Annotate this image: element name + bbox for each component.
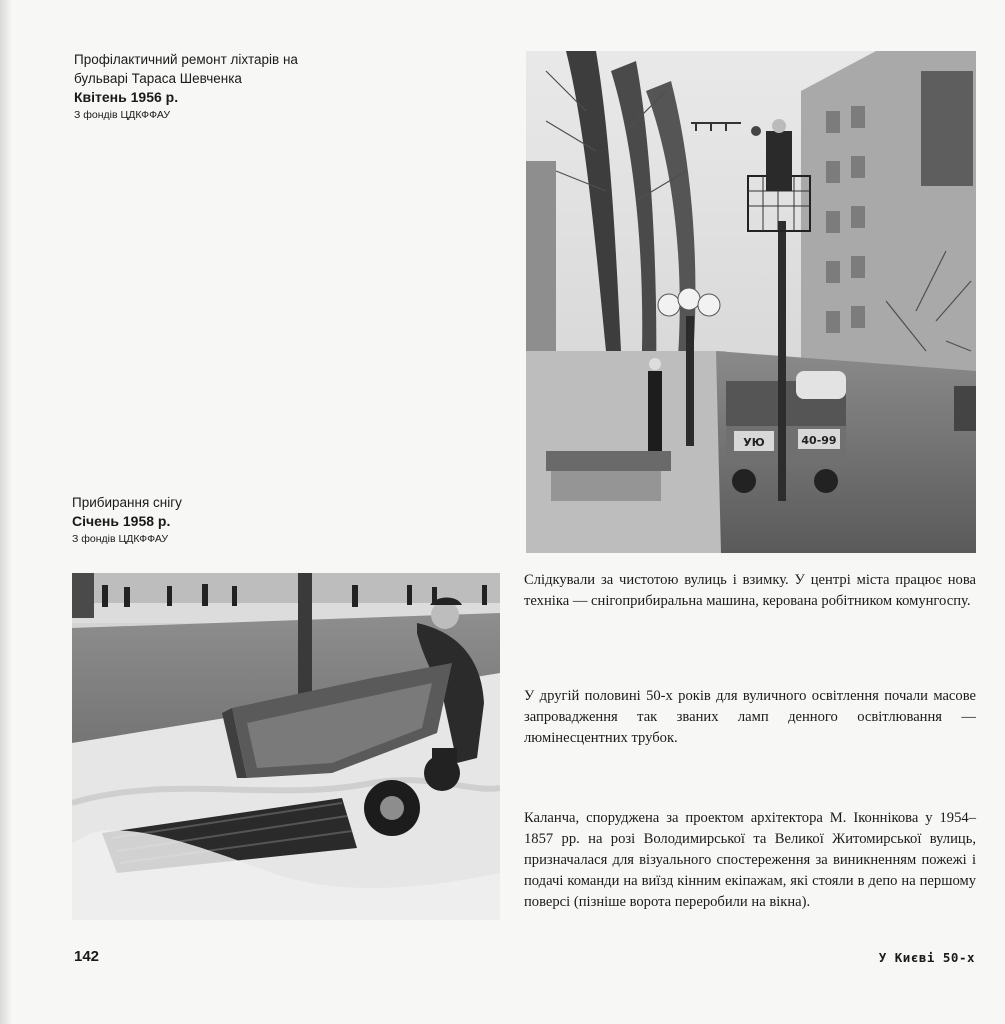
truck-plate-left: УЮ <box>743 436 765 449</box>
gutter-shadow <box>0 0 12 1024</box>
caption-title: Профілактичний ремонт ліхтарів на бульварі Тараса Шевченка <box>74 52 298 86</box>
caption-lamp-repair <box>74 50 304 124</box>
caption-title: Прибирання снігу <box>72 495 182 510</box>
caption-date: Січень 1958 р. <box>72 513 171 529</box>
truck-plate-right: 40-99 <box>801 434 837 447</box>
caption-source: З фондів ЦДКФФАУ <box>74 109 171 121</box>
running-title: У Києві 50-х <box>878 950 975 965</box>
paragraph-watchtower: Каланча, споруджена за проектом архітектора М. Іконнікова у 1954–1857 рр. на розі Володимирської та Великої Житомирської вулиць, призначалася для візуального спостереження за виникненням пожежі і подачі команди на виїзд кінним екіпажам, які стояли в депо на першому поверсі (пізніше ворота переробили на вікна). <box>524 810 976 910</box>
paragraph-lighting: У другій половині 50-х років для вуличного освітлення почали масове запровадження так званих ламп денного освітлювання — люмінесцентних трубок. <box>524 688 976 746</box>
photo-snow-removal <box>72 573 500 920</box>
caption-date: Квітень 1956 р. <box>74 89 179 105</box>
caption-snow-removal <box>72 493 302 548</box>
paragraph-snow: Слідкували за чистотою вулиць і взимку. У центрі міста працює нова техніка — снігоприбиральна машина, керована робітником комунгоспу. <box>524 572 976 609</box>
photo-lamp-repair <box>526 51 976 553</box>
caption-source: З фондів ЦДКФФАУ <box>72 533 169 545</box>
page-number: 142 <box>74 948 100 965</box>
